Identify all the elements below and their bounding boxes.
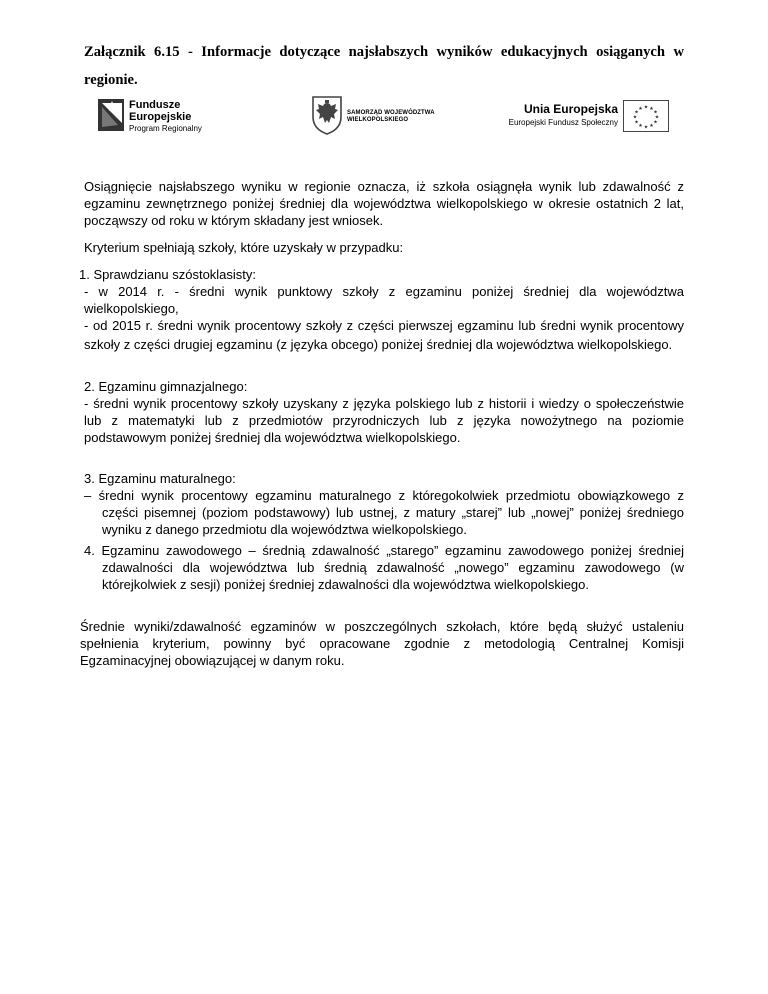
svg-text:★: ★: [643, 124, 649, 131]
fundusze-europejskie-logo-icon: [98, 99, 124, 131]
intro-paragraph: [84, 178, 684, 229]
unia-line1: Unia Europejska: [523, 102, 618, 116]
section-2: [84, 378, 684, 446]
section-1-item-1: - w 2014 r. - średni wynik punktowy szkoły z egzaminu poniżej średniej dla województwa wielkopolskiego,: [84, 284, 684, 316]
svg-text:★: ★: [643, 104, 649, 111]
eu-flag-stars-icon: [623, 100, 669, 132]
closing-text: Średnie wyniki/zdawalność egzaminów w poszczególnych szkołach, które będą służyć ustaleniu spełnienia kryterium, powinny być opracowane zgodnie z metodologią Centralnej Komisji Egzaminacyjnej obowiązującej w danym roku.: [80, 619, 684, 668]
svg-text:★: ★: [649, 123, 654, 129]
fundusze-line1: Fundusze: [129, 99, 181, 111]
svg-text:★: ★: [654, 114, 660, 121]
samorzad-logo: [311, 95, 461, 141]
section-1-heading: 1. Sprawdzianu szóstoklasisty:: [79, 267, 257, 282]
closing-paragraph: [80, 618, 684, 669]
criterion-text: Kryterium spełniają szkoły, które uzyskały w przypadku:: [84, 240, 404, 255]
svg-text:★: ★: [649, 106, 654, 112]
svg-text:★: ★: [632, 114, 638, 121]
svg-text:★: ★: [653, 119, 658, 126]
intro-text: Osiągnięcie najsłabszego wyniku w regionie oznacza, iż szkoła osiągnęła wynik lub zdawalność z egzaminu zewnętrznego poniżej średniej dla województwa wielkopolskiego w okresie ostatnich 2 lat, począwszy od roku w którym składany jest wniosek.: [84, 179, 684, 228]
criterion-paragraph: [84, 239, 684, 256]
section-1: [79, 266, 684, 354]
svg-text:★: ★: [653, 109, 658, 116]
svg-text:★: ★: [634, 119, 639, 126]
section-3-item-1: – średni wynik procentowy egzaminu maturalnego z któregokolwiek przedmiotu obowiązkowego z części pisemnej (poziom podstawowy) lub ustnej, z matury „starej” lub „nowej” poniżej średniego wyniku z danego przedmiotu dla województwa wielkopolskiego.: [84, 488, 684, 537]
section-4-heading: 4. Egzaminu zawodowego – średnią zdawalność „starego” egzaminu zawodowego poniżej średniej zdawalności dla województwa lub średnią zdawalność „nowego” egzaminu zawodowego (w którejkolwiek z sesji) poniżej średniej zdawalności dla województwa wielkopolskiego.: [84, 543, 684, 592]
section-2-item-1: - średni wynik procentowy szkoły uzyskany z języka polskiego lub z historii i wiedzy o społeczeństwie lub z matematyki lub z przedmiotów przyrodniczych lub z języka nowożytnego na poziomie podstawowym poniżej średniej dla województwa wielkopolskiego.: [84, 396, 684, 445]
samorzad-line1: SAMORZĄD WOJEWÓDZTWA: [347, 110, 435, 116]
fundusze-line3: Program Regionalny: [129, 124, 202, 133]
fundusze-europejskie-logo: [98, 95, 218, 141]
samorzad-line2: WIELKOPOLSKIEGO: [347, 117, 409, 123]
svg-text:★: ★: [638, 123, 643, 129]
document-title: Załącznik 6.15 - Informacje dotyczące najsłabszych wyników edukacyjnych osiąganych w regionie.: [84, 44, 684, 88]
eagle-coat-of-arms-icon: [311, 95, 343, 135]
section-2-heading: 2. Egzaminu gimnazjalnego:: [84, 379, 248, 394]
section-3: [84, 470, 684, 538]
fundusze-line2: Europejskie: [129, 111, 192, 123]
section-1-item-2: - od 2015 r. średni wynik procentowy szkoły z części pierwszej egzaminu lub średni wynik procentowy szkoły z części drugiej egzaminu (z języka obcego) poniżej średniej dla województwa wielkopolskiego.: [84, 318, 684, 352]
svg-text:★: ★: [634, 109, 639, 116]
section-4: [84, 542, 684, 593]
unia-line2: Europejski Fundusz Społeczny: [508, 118, 618, 127]
section-3-heading: 3. Egzaminu maturalnego:: [84, 471, 236, 486]
logo-bar: [0, 95, 768, 145]
svg-text:★: ★: [638, 106, 643, 112]
unia-europejska-logo: [490, 95, 680, 141]
